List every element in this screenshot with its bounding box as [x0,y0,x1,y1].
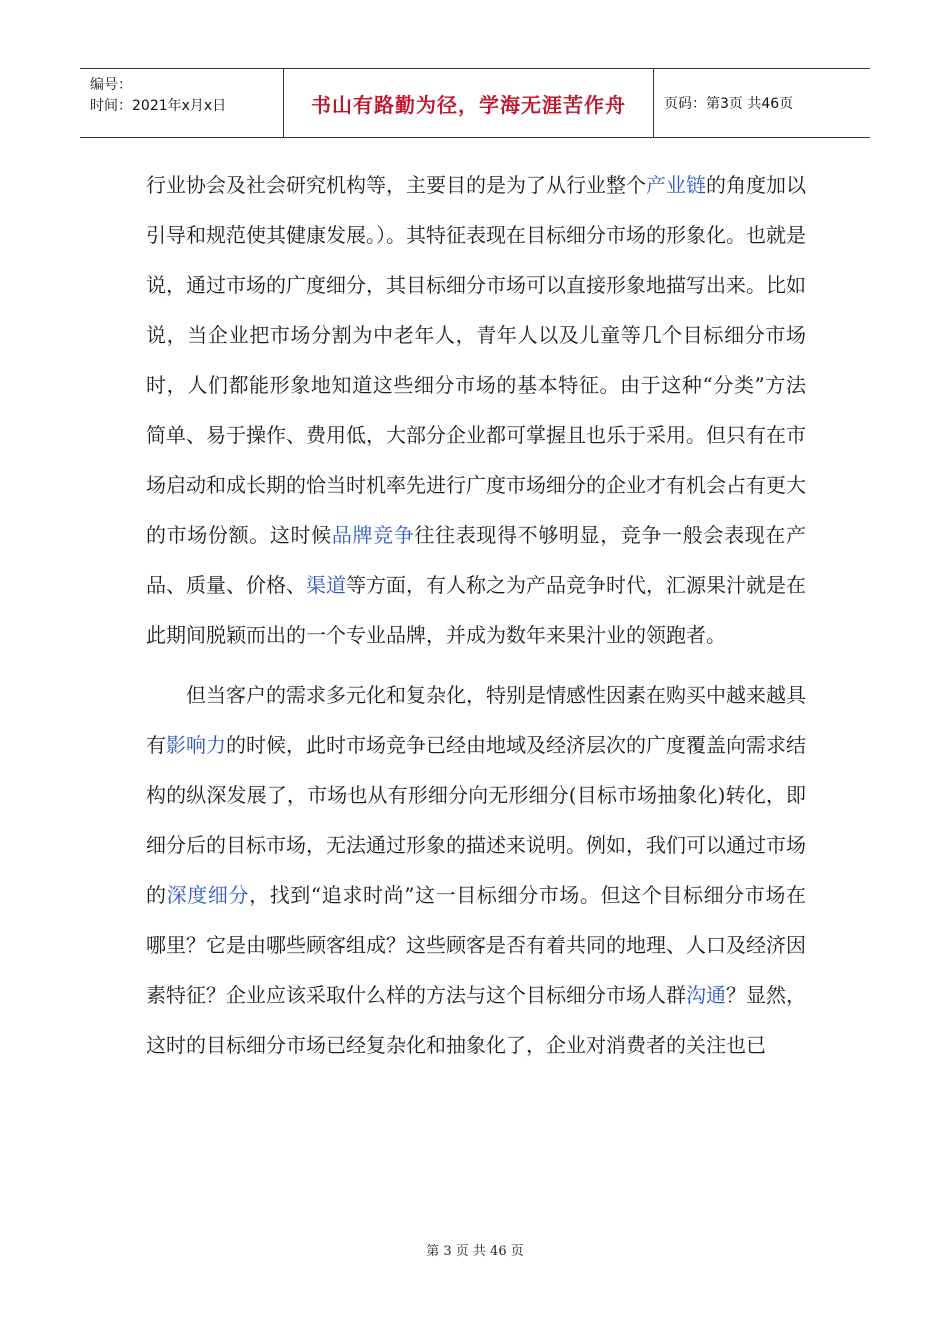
hyperlink-term[interactable]: 渠道 [306,573,346,597]
page-header [80,68,870,138]
paragraph-text: 的时候，此时市场竞争已经由地域及经济层次的广度覆盖向需求结构的纵深发展了，市场也从有形细分向无形细分(目标市场抽象化)转化，即细分后的目标市场，无法通过形象的描述来说明。例如，我们可以通过市场的 [146,733,806,907]
body-paragraph [146,670,806,1070]
footer-page-number: 第 3 页 共 46 页 [426,1244,524,1259]
paragraph-text: 往往表现得不够明显，竞争一般会表现在产品、质量、价格、 [146,523,807,597]
paragraph-text: ，找到“追求时尚”这一目标细分市场。但这个目标细分市场在哪里？它是由哪些顾客组成？这些顾客是否有着共同的地理、人口及经济因素特征？企业应该采取什么样的方法与这个目标细分市场人群 [146,883,807,1007]
paragraph-text: ？显然，这时的目标细分市场已经复杂化和抽象化了，企业对消费者的关注也已 [146,983,806,1057]
page-footer [0,1240,950,1259]
hyperlink-term[interactable]: 深度细分 [166,883,250,907]
page-info-text: 页码：第3页 共46页 [664,96,794,112]
hyperlink-term[interactable]: 影响力 [166,733,226,757]
body-paragraph [146,160,806,660]
hyperlink-term[interactable]: 产业链 [646,173,706,197]
header-page-info [654,69,870,137]
paragraph-text: 等方面，有人称之为产品竞争时代，汇源果汁就是在此期间脱颖而出的一个专业品牌，并成为数年来果汁业的领跑者。 [146,573,806,647]
document-time-label: 时间：2021年x月x日 [90,98,227,114]
paragraph-text: 但当客户的需求多元化和复杂化，特别是情感性因素在购买中越来越具有 [146,683,806,757]
paragraph-text: 行业协会及社会研究机构等，主要目的是为了从行业整个 [146,173,646,197]
hyperlink-term[interactable]: 沟通 [686,983,726,1007]
document-body [146,160,806,1070]
header-motto: 书山有路勤为径，学海无涯苦作舟 [311,92,626,117]
paragraph-text: 的角度加以引导和规范使其健康发展。）。其特征表现在目标细分市场的形象化。也就是说，通过市场的广度细分，其目标细分市场可以直接形象地描写出来。比如说，当企业把市场分割为中老年人，青年人以及儿童等几个目标细分市场时，人们都能形象地知道这些细分市场的基本特征。由于这种“分类”方法简单、易于操作、费用低，大部分企业都可掌握且也乐于采用。但只有在市场启动和成长期的恰当时机率先进行广度市场细分的企业才有机会占有更大的市场份额。这时候 [146,173,806,547]
header-motto-cell [284,69,654,137]
document-number-label: 编号： [90,77,132,93]
header-meta [80,69,284,137]
hyperlink-term[interactable]: 品牌竞争 [331,523,415,547]
